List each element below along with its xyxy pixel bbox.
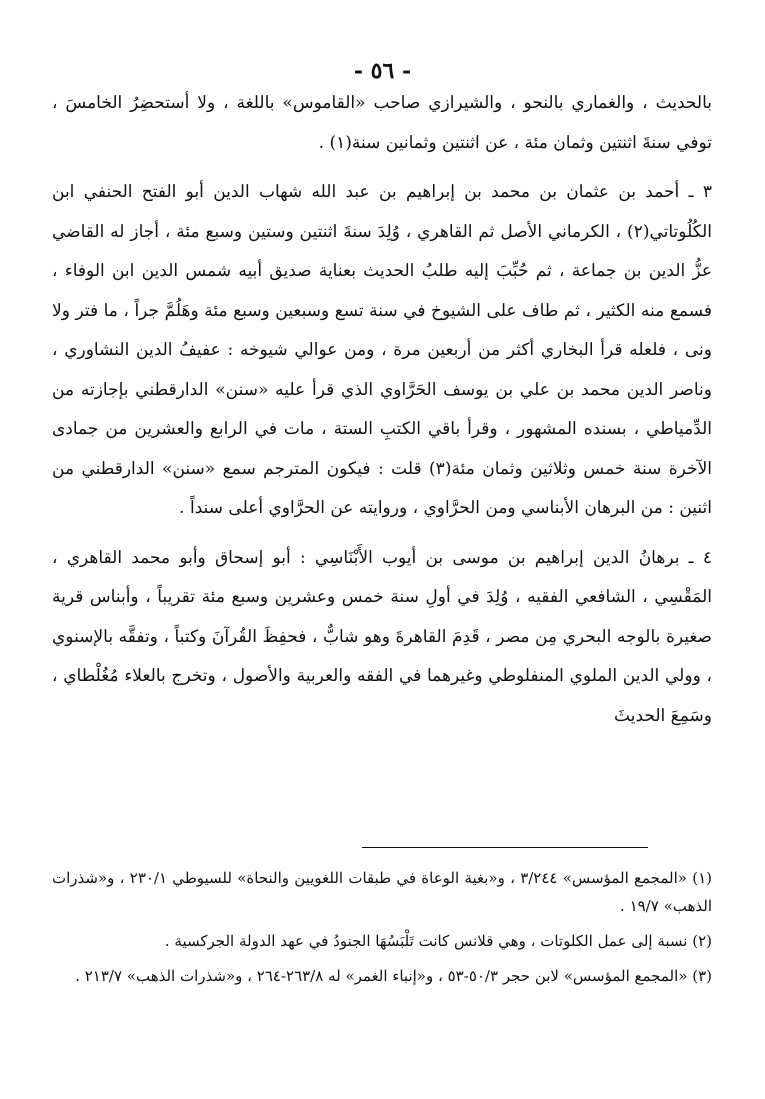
paragraph-1: بالحديث ، والغماري بالنحو ، والشيرازي صاحب «القاموس» باللغة ، ولا أستحضِرُ الخامسَ ، توفي سنةَ اثنتين وثمان مئة ، عن اثنتين وثمانين سنة(١) .: [52, 93, 712, 153]
footnotes: [52, 864, 712, 997]
footnote-1: (١) «المجمع المؤسس» ٣/٢٤٤ ، و«بغية الوعاة في طبقات اللغويين والنحاة» للسيوطي ٢٣٠/١ ، و«شذرات الذهب» ١٩/٧ .: [52, 869, 712, 915]
paragraph-3: ٤ ـ برهانُ الدين إبراهيم بن موسى بن أيوب الأَبْنَاسِي : أبو إسحاق وأبو محمد القاهري ، المَقْسِي ، الشافعي الفقيه ، وُلِدَ في أولِ سنة خمس وعشرين وسبع مئة تقريباً ، وأبناس قرية صغيرة بالوجه البحري مِن مصر ، قَدِمَ القاهرةَ وهو شابٌّ ، فحفِظَ القُرآنَ وكتباً ، وتفقَّه بالإسنوي ، وولي الدين الملوي المنفلوطي وغيرهما في الفقه والعربية والأصول ، وتخرج بالعلاء مُغُلْطاي ، وسَمِعَ الحديثَ: [52, 547, 712, 726]
footnote-2: (٢) نسبة إلى عمل الكلوتات ، وهي قلانس كانت تَلْبَسُهَا الجنودُ في عهد الدولة الجركسية .: [164, 932, 712, 950]
main-text: [52, 84, 712, 736]
page-number: - ٥٦ -: [353, 58, 412, 84]
footnote-3: (٣) «المجمع المؤسس» لابن حجر ٥٠/٣-٥٣ ، و«إنباء الغمر» له ٢٦٣/٨-٢٦٤ ، و«شذرات الذهب» ٢١٣/٧ .: [75, 967, 712, 985]
footnote-divider: [362, 847, 648, 848]
paragraph-2: ٣ ـ أحمد بن عثمان بن محمد بن إبراهيم بن عبد الله شهاب الدين أبو الفتح الحنفي ابن الكُلُوتاتي(٢) ، الكرماني الأصل ثم القاهري ، وُلِدَ سنةَ اثنتين وستين وسبع مئة ، أجاز له القاضي عزُّ الدين بن جماعة ، ثم حُبِّبَ إليه طلبُ الحديث بعناية صديق أبيه شمس الدين ابن الوفاء ، فسمع منه الكثير ، ثم طاف على الشيوخ في سنة تسع وسبعين وسبع مئة وهَلُمَّ جراً ، ما فتر ولا ونى ، فلعله قرأ البخاري أكثر من أربعين مرة ، ومن عوالي شيوخه : عفيفُ الدين النشاوري ، وناصر الدين محمد بن علي بن يوسف الحَرَّاوي الذي قرأ عليه «سنن» الدارقطني بإجازته من الدِّمياطي ، بسنده المشهور ، وقرأ باقي الكتبِ الستة ، مات في الرابع والعشرين من جمادى الآخرة سنة خمس وثلاثين وثمان مئة(٣) قلت : فيكون المترجم سمع «سنن» الدارقطني من اثنين : من البرهان الأبناسي ومن الحرَّاوي ، وروايته عن الحرَّاوي أعلى سنداً .: [52, 182, 712, 518]
